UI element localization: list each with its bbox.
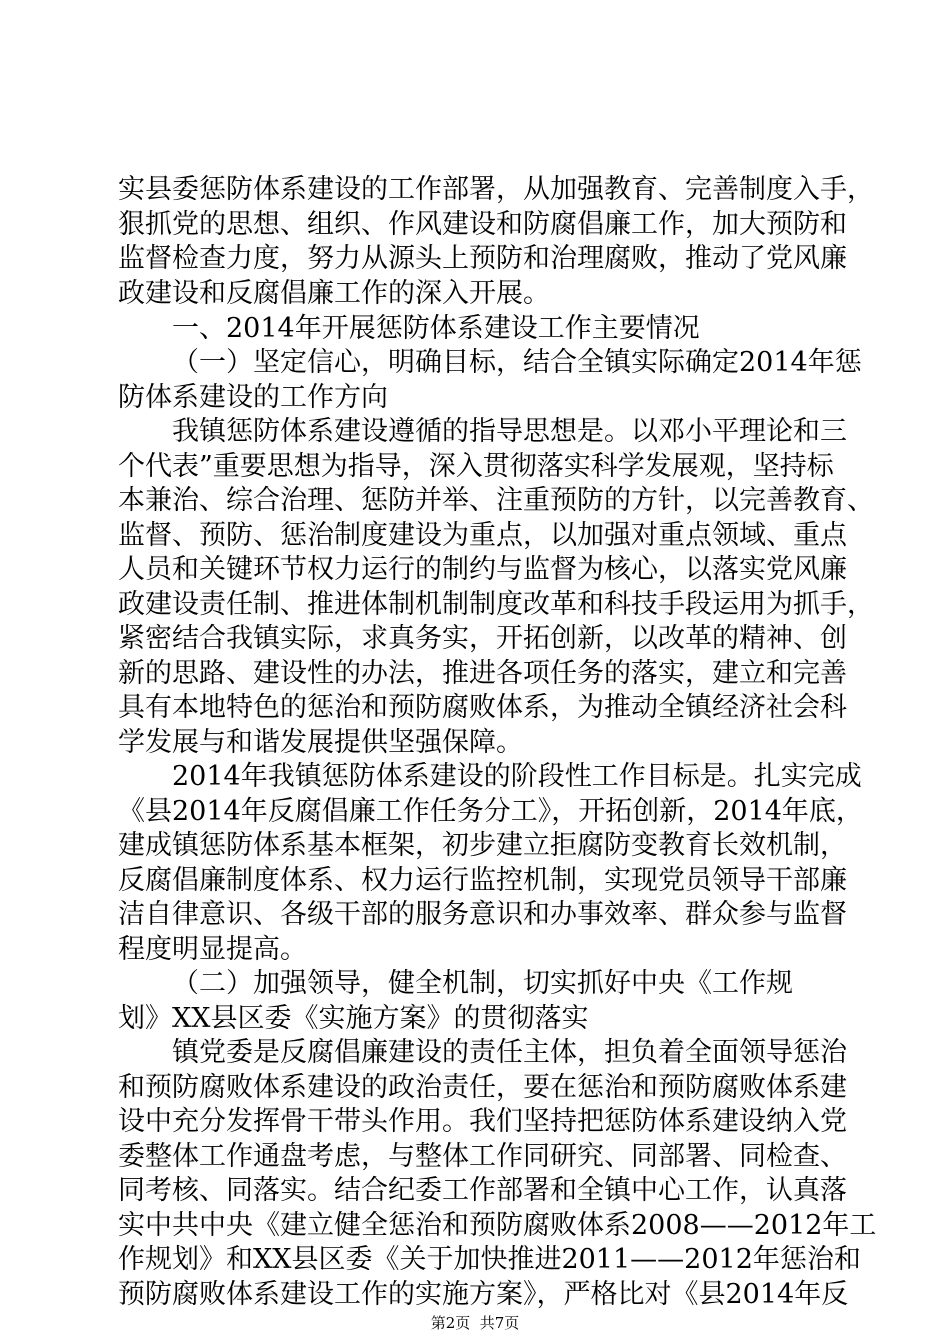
text-line: 同考核、同落实。结合纪委工作部署和全镇中心工作，认真落: [118, 1175, 847, 1206]
subsection-heading: （二）加强领导，健全机制，切实抓好中央《工作规: [172, 968, 793, 999]
text-line: 作规划》和XX县区委《关于加快推进2011——2012年惩治和: [118, 1244, 861, 1275]
text-line: 反腐倡廉制度体系、权力运行监控机制，实现党员领导干部廉: [118, 865, 847, 896]
subsection-heading: 划》XX县区委《实施方案》的贯彻落实: [118, 1003, 589, 1034]
text-line: 政建设责任制、推进体制机制制度改革和科技手段运用为抓手，: [118, 589, 874, 620]
text-line: 建成镇惩防体系基本框架，初步建立拒腐防变教育长效机制，: [118, 830, 847, 861]
text-line: 新的思路、建设性的办法，推进各项任务的落实，建立和完善: [118, 658, 847, 689]
text-line: 本兼治、综合治理、惩防并举、注重预防的方针，以完善教育、: [118, 485, 874, 516]
text-line: 委整体工作通盘考虑，与整体工作同研究、同部署、同检查、: [118, 1141, 847, 1172]
text-line: 实中共中央《建立健全惩治和预防腐败体系2008——2012年工: [118, 1210, 877, 1241]
text-line: 紧密结合我镇实际，求真务实，开拓创新，以改革的精神、创: [118, 623, 847, 654]
text-line: 政建设和反腐倡廉工作的深入开展。: [118, 278, 550, 309]
text-line: 我镇惩防体系建设遵循的指导思想是。以邓小平理论和三: [172, 416, 847, 447]
text-line: 洁自律意识、各级干部的服务意识和办事效率、群众参与监督: [118, 899, 847, 930]
subsection-heading: （一）坚定信心，明确目标，结合全镇实际确定2014年惩: [172, 347, 862, 378]
section-heading: 一、2014年开展惩防体系建设工作主要情况: [172, 313, 700, 344]
text-line: 和预防腐败体系建设的政治责任，要在惩治和预防腐败体系建: [118, 1072, 847, 1103]
text-line: 2014年我镇惩防体系建设的阶段性工作目标是。扎实完成: [172, 761, 862, 792]
subsection-heading: 防体系建设的工作方向: [118, 382, 388, 413]
text-line: 设中充分发挥骨干带头作用。我们坚持把惩防体系建设纳入党: [118, 1106, 847, 1137]
text-line: 狠抓党的思想、组织、作风建设和防腐倡廉工作，加大预防和: [118, 209, 847, 240]
text-line: 人员和关键环节权力运行的制约与监督为核心，以落实党风廉: [118, 554, 847, 585]
text-line: 具有本地特色的惩治和预防腐败体系，为推动全镇经济社会科: [118, 692, 847, 723]
text-line: 监督、预防、惩治制度建设为重点，以加强对重点领域、重点: [118, 520, 847, 551]
page-number: 第2页 共7页: [430, 1314, 520, 1332]
text-line: 实县委惩防体系建设的工作部署，从加强教育、完善制度入手，: [118, 174, 874, 205]
text-line: 镇党委是反腐倡廉建设的责任主体，担负着全面领导惩治: [172, 1037, 847, 1068]
text-line: 学发展与和谐发展提供坚强保障。: [118, 727, 523, 758]
text-line: 监督检查力度，努力从源头上预防和治理腐败，推动了党风廉: [118, 243, 847, 274]
text-line: 预防腐败体系建设工作的实施方案》，严格比对《县2014年反: [118, 1279, 849, 1310]
text-line: 《县2014年反腐倡廉工作任务分工》，开拓创新，2014年底，: [118, 796, 863, 827]
text-line: 程度明显提高。: [118, 934, 307, 965]
text-line: 个代表”重要思想为指导，深入贯彻落实科学发展观，坚持标: [118, 451, 834, 482]
